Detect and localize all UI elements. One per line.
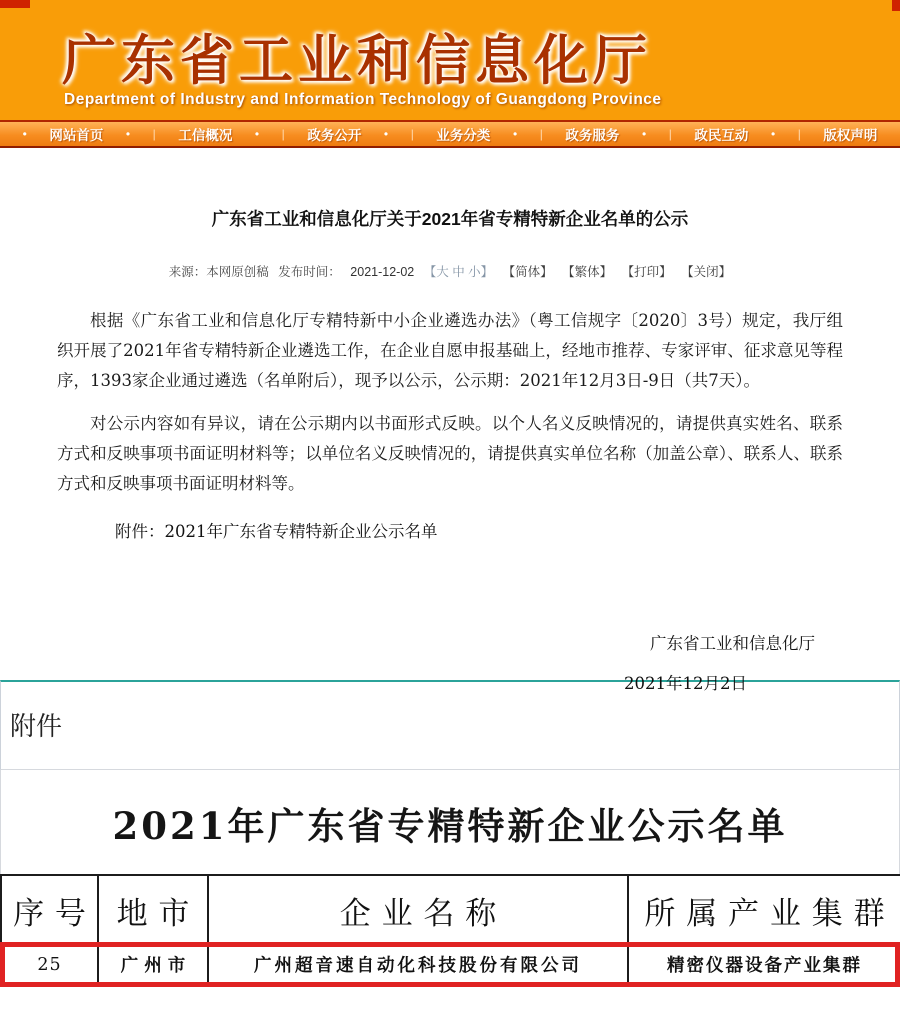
article-document: [0, 148, 900, 693]
cell-company-name: 广州超音速自动化科技股份有限公司: [208, 945, 628, 984]
nav-separator: |: [281, 127, 285, 141]
meta-date: 2021-12-02: [350, 265, 415, 279]
print-button[interactable]: 【打印】: [621, 265, 672, 279]
article-paragraph: 根据《广东省工业和信息化厅专精特新中小企业遴选办法》（粤工信规字〔2020〕3号）规定，我厅组织开展了2021年省专精特新企业遴选工作，在企业自愿申报基础上，经地市推荐、专家评审、征求意见等程序，1393家企业通过遴选（名单附后），现予以公示，公示期：2021年12月3日-9日（共7天）。: [57, 311, 843, 390]
header-serial-no: 序号: [1, 875, 98, 945]
nav-item-gov-service[interactable]: 政务服务: [565, 128, 620, 143]
nav-separator: |: [410, 127, 414, 141]
signature-date: 2021年12月2日: [624, 674, 747, 693]
nav-bullet-icon: •: [383, 127, 389, 141]
site-title: 广东省工业和信息化厅: [62, 31, 652, 91]
nav-bullet-icon: •: [641, 127, 647, 141]
attachment-title-box: [0, 770, 900, 874]
banner-corner-accent-right: [892, 0, 900, 11]
signature-department: 广东省工业和信息化厅: [650, 634, 815, 653]
attachment-link[interactable]: 附件：2021年广东省专精特新企业公示名单: [115, 522, 438, 541]
nav-item-gov-disclosure[interactable]: 政务公开: [307, 128, 362, 143]
nav-bullet-icon: •: [125, 127, 131, 141]
attachment-label: 附件: [10, 712, 63, 742]
company-list-table: [0, 874, 900, 985]
attachment-list-title: 2021年广东省专精特新企业公示名单: [112, 804, 788, 848]
nav-separator: |: [539, 127, 543, 141]
traditional-button[interactable]: 【繁体】: [562, 265, 613, 279]
banner-corner-accent-left: [0, 0, 30, 8]
main-nav: [0, 120, 900, 148]
nav-bullet-icon: •: [254, 127, 260, 141]
header-industry-cluster: 所属产业集群: [628, 875, 900, 945]
nav-item-overview[interactable]: 工信概况: [178, 128, 233, 143]
article-meta-line: [0, 262, 900, 280]
close-button[interactable]: 【关闭】: [681, 265, 732, 279]
nav-item-copyright[interactable]: 版权声明: [823, 128, 878, 143]
site-subtitle-english: Department of Industry and Information Technology of Guangdong Province: [64, 91, 662, 108]
nav-separator: |: [797, 127, 801, 141]
nav-item-home[interactable]: 网站首页: [49, 128, 104, 143]
meta-source: 来源：本网原创稿: [168, 265, 269, 279]
font-size-control[interactable]: 【大 中 小】: [423, 265, 494, 279]
cell-city: 广州市: [98, 945, 208, 984]
table-header-row: [1, 875, 900, 945]
simplified-button[interactable]: 【简体】: [502, 265, 553, 279]
site-banner: [0, 0, 900, 120]
nav-bullet-icon: •: [22, 127, 27, 141]
nav-item-interaction[interactable]: 政民互动: [694, 128, 749, 143]
meta-publish-label: 发布时间：: [278, 265, 341, 279]
nav-separator: |: [668, 127, 672, 141]
article-title: 广东省工业和信息化厅关于2021年省专精特新企业名单的公示: [211, 209, 689, 229]
article-paragraph: 对公示内容如有异议，请在公示期内以书面形式反映。以个人名义反映情况的，请提供真实姓名、联系方式和反映事项书面证明材料等；以单位名义反映情况的，请提供真实单位名称（加盖公章）、联系人、联系方式和反映事项书面证明材料等。: [57, 414, 843, 493]
header-city: 地市: [98, 875, 208, 945]
nav-item-business[interactable]: 业务分类: [436, 128, 491, 143]
attachment-table-wrap: [0, 874, 900, 985]
header-company-name: 企业名称: [208, 875, 628, 945]
cell-industry-cluster: 精密仪器设备产业集群: [628, 945, 900, 984]
nav-separator: |: [152, 127, 156, 141]
nav-bullet-icon: •: [512, 127, 518, 141]
cell-serial-no: 25: [1, 945, 98, 984]
table-row: [1, 945, 900, 984]
nav-bullet-icon: •: [770, 127, 776, 141]
